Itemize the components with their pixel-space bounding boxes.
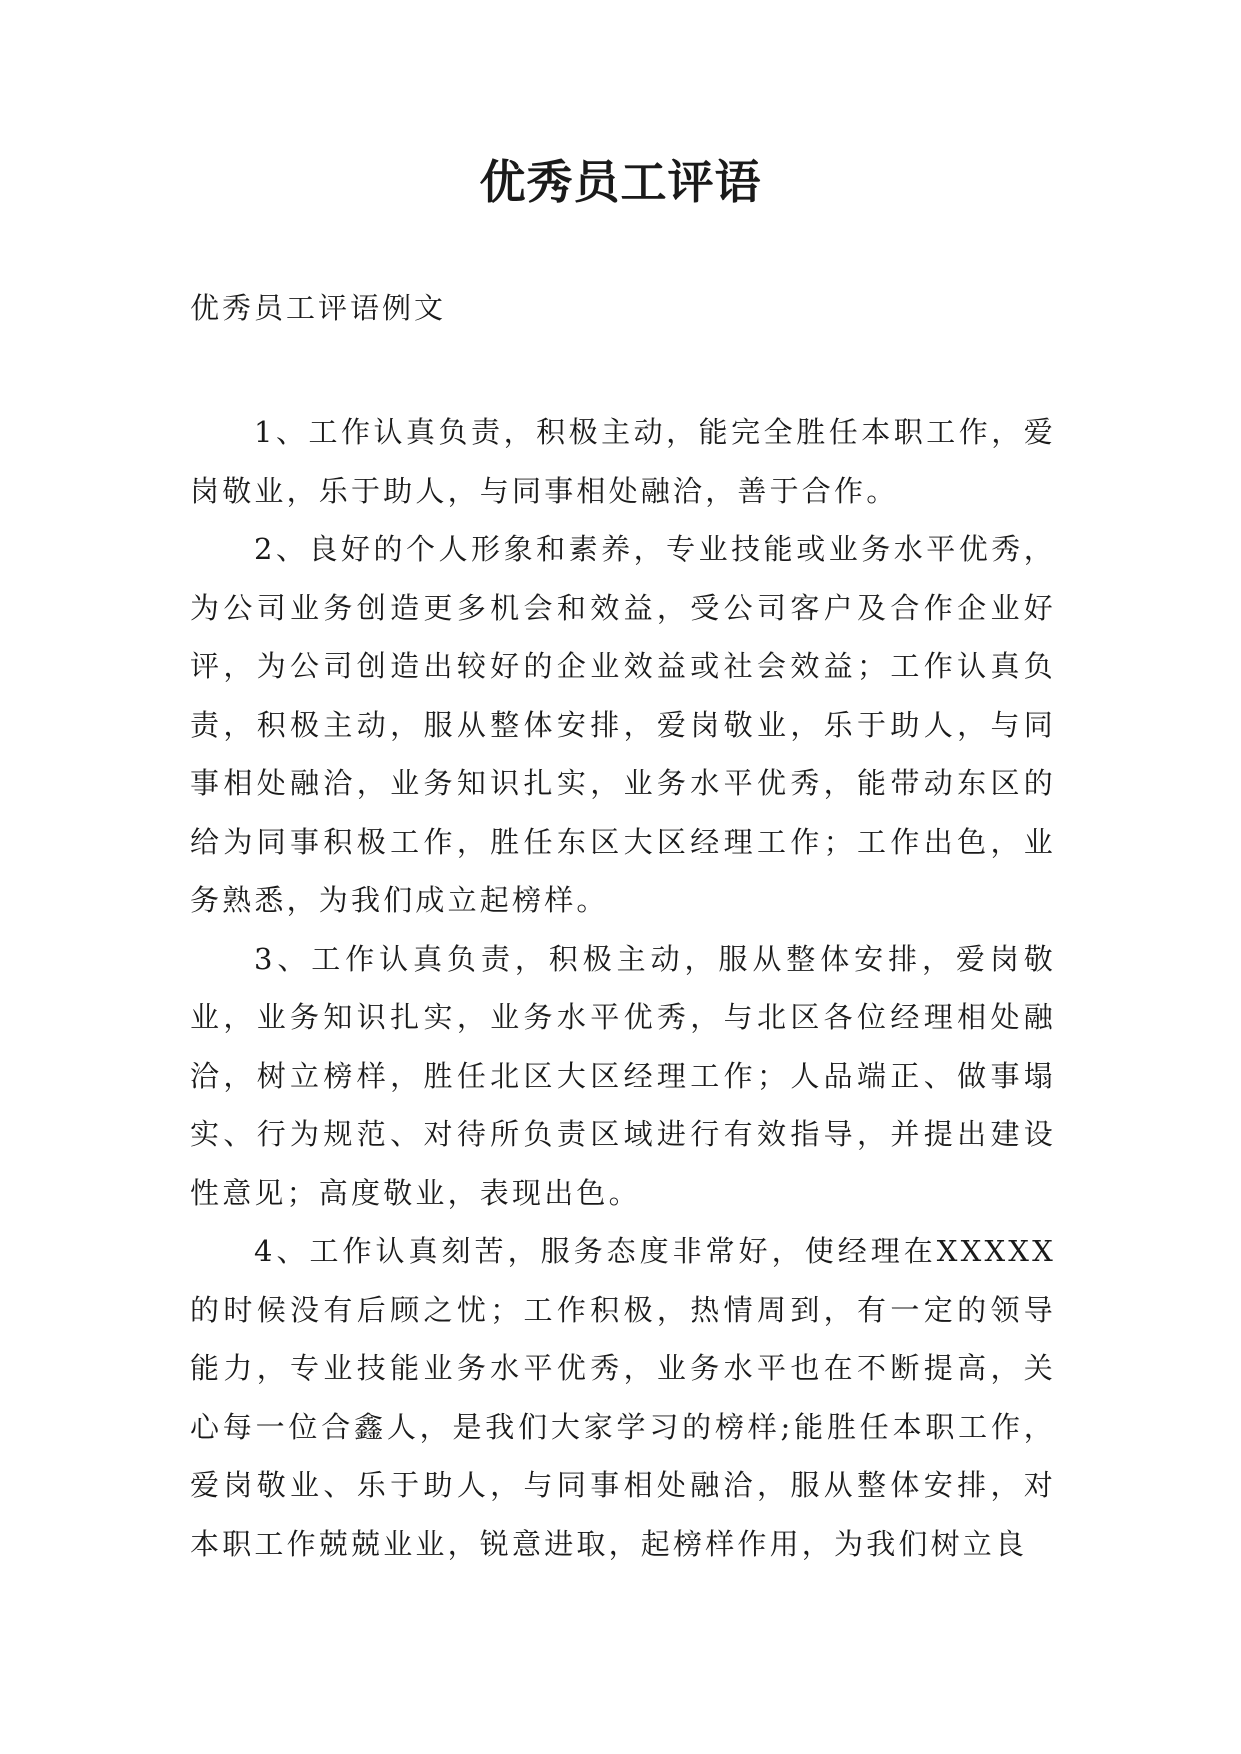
paragraph-2: 2、良好的个人形象和素养，专业技能或业务水平优秀，为公司业务创造更多机会和效益，受公司客户及合作企业好评，为公司创造出较好的企业效益或社会效益；工作认真负责，积极主动，服从整体安排，爱岗敬业，乐于助人，与同事相处融洽，业务知识扎实，业务水平优秀，能带动东区的给为同事积极工作，胜任东区大区经理工作；工作出色，业务熟悉，为我们成立起榜样。 bbox=[190, 532, 1056, 917]
paragraph-4: 4、工作认真刻苦，服务态度非常好，使经理在XXXXX的时候没有后顾之忧；工作积极，热情周到，有一定的领导能力，专业技能业务水平优秀，业务水平也在不断提高，关心每一位合鑫人，是我们大家学习的榜样;能胜任本职工作，爱岗敬业、乐于助人，与同事相处融洽，服从整体安排，对本职工作兢兢业业，锐意进取，起榜样作用，为我们树立良 bbox=[190, 1234, 1056, 1561]
paragraph-1: 1、工作认真负责，积极主动，能完全胜任本职工作，爱岗敬业，乐于助人，与同事相处融洽，善于合作。 bbox=[190, 415, 1056, 508]
document-subtitle: 优秀员工评语例文 bbox=[190, 291, 447, 325]
paragraph-3: 3、工作认真负责，积极主动，服从整体安排，爱岗敬业，业务知识扎实，业务水平优秀，与北区各位经理相处融洽，树立榜样，胜任北区大区经理工作；人品端正、做事塌实、行为规范、对待所负责区域进行有效指导，并提出建设性意见；高度敬业，表现出色。 bbox=[190, 941, 1056, 1210]
document-body bbox=[190, 403, 1056, 1573]
document-title: 优秀员工评语 bbox=[479, 155, 762, 209]
